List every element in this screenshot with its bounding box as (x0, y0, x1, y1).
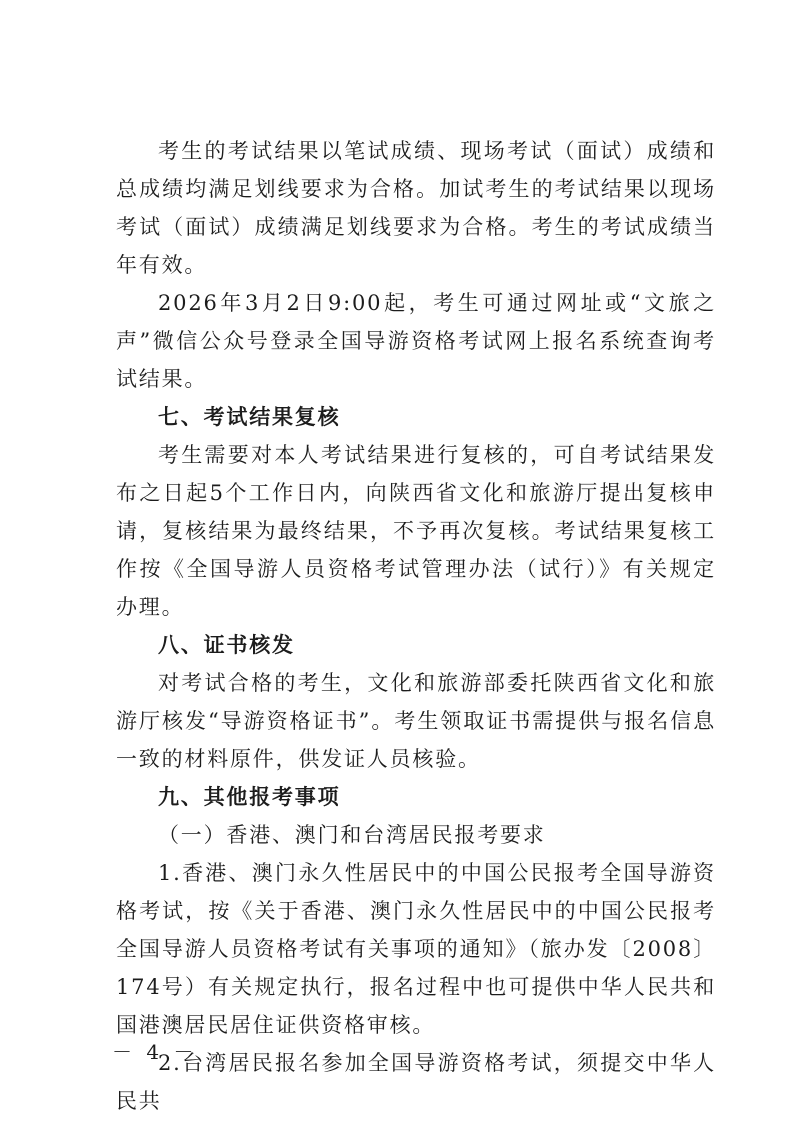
section-heading-review: 七、考试结果复核 (158, 405, 341, 429)
paragraph-exam-result-criteria: 考生的考试结果以笔试成绩、现场考试（面试）成绩和总成绩均满足划线要求为合格。加试考生的考试结果以现场考试（面试）成绩满足划线要求为合格。考生的考试成绩当年有效。 (116, 139, 716, 277)
section-heading-certificate: 八、证书核发 (158, 633, 295, 657)
paragraph-result-query: 2026年3月2日9:00起，考生可通过网址或“文旅之声”微信公众号登录全国导游资格考试网上报名系统查询考试结果。 (116, 291, 716, 391)
paragraph-taiwan-item: 2.台湾居民报名参加全国导游资格考试，须提交中华人民共 (116, 1051, 716, 1113)
paragraph-certificate: 对考试合格的考生，文化和旅游部委托陕西省文化和旅游厅核发“导游资格证书”。考生领取证书需提供与报名信息一致的材料原件，供发证人员核验。 (116, 671, 716, 771)
paragraph-hk-macao-item: 1.香港、澳门永久性居民中的中国公民报考全国导游资格考试，按《关于香港、澳门永久性居民中的中国公民报考全国导游人员资格考试有关事项的通知》（旅办发〔2008〕174号）有关规定执行，报名过程中也可提供中华人民共和国港澳居民居住证供资格审核。 (116, 861, 716, 1037)
subheading-hk-macao-taiwan: （一）香港、澳门和台湾居民报考要求 (158, 823, 546, 847)
paragraph-review: 考生需要对本人考试结果进行复核的，可自考试结果发布之日起5个工作日内，向陕西省文化和旅游厅提出复核申请，复核结果为最终结果，不予再次复核。考试结果复核工作按《全国导游人员资格考试管理办法（试行）》有关规定办理。 (116, 443, 716, 619)
page-number: － 4 － (112, 1040, 198, 1064)
section-heading-other-matters: 九、其他报考事项 (158, 785, 341, 809)
document-body (116, 132, 716, 1120)
